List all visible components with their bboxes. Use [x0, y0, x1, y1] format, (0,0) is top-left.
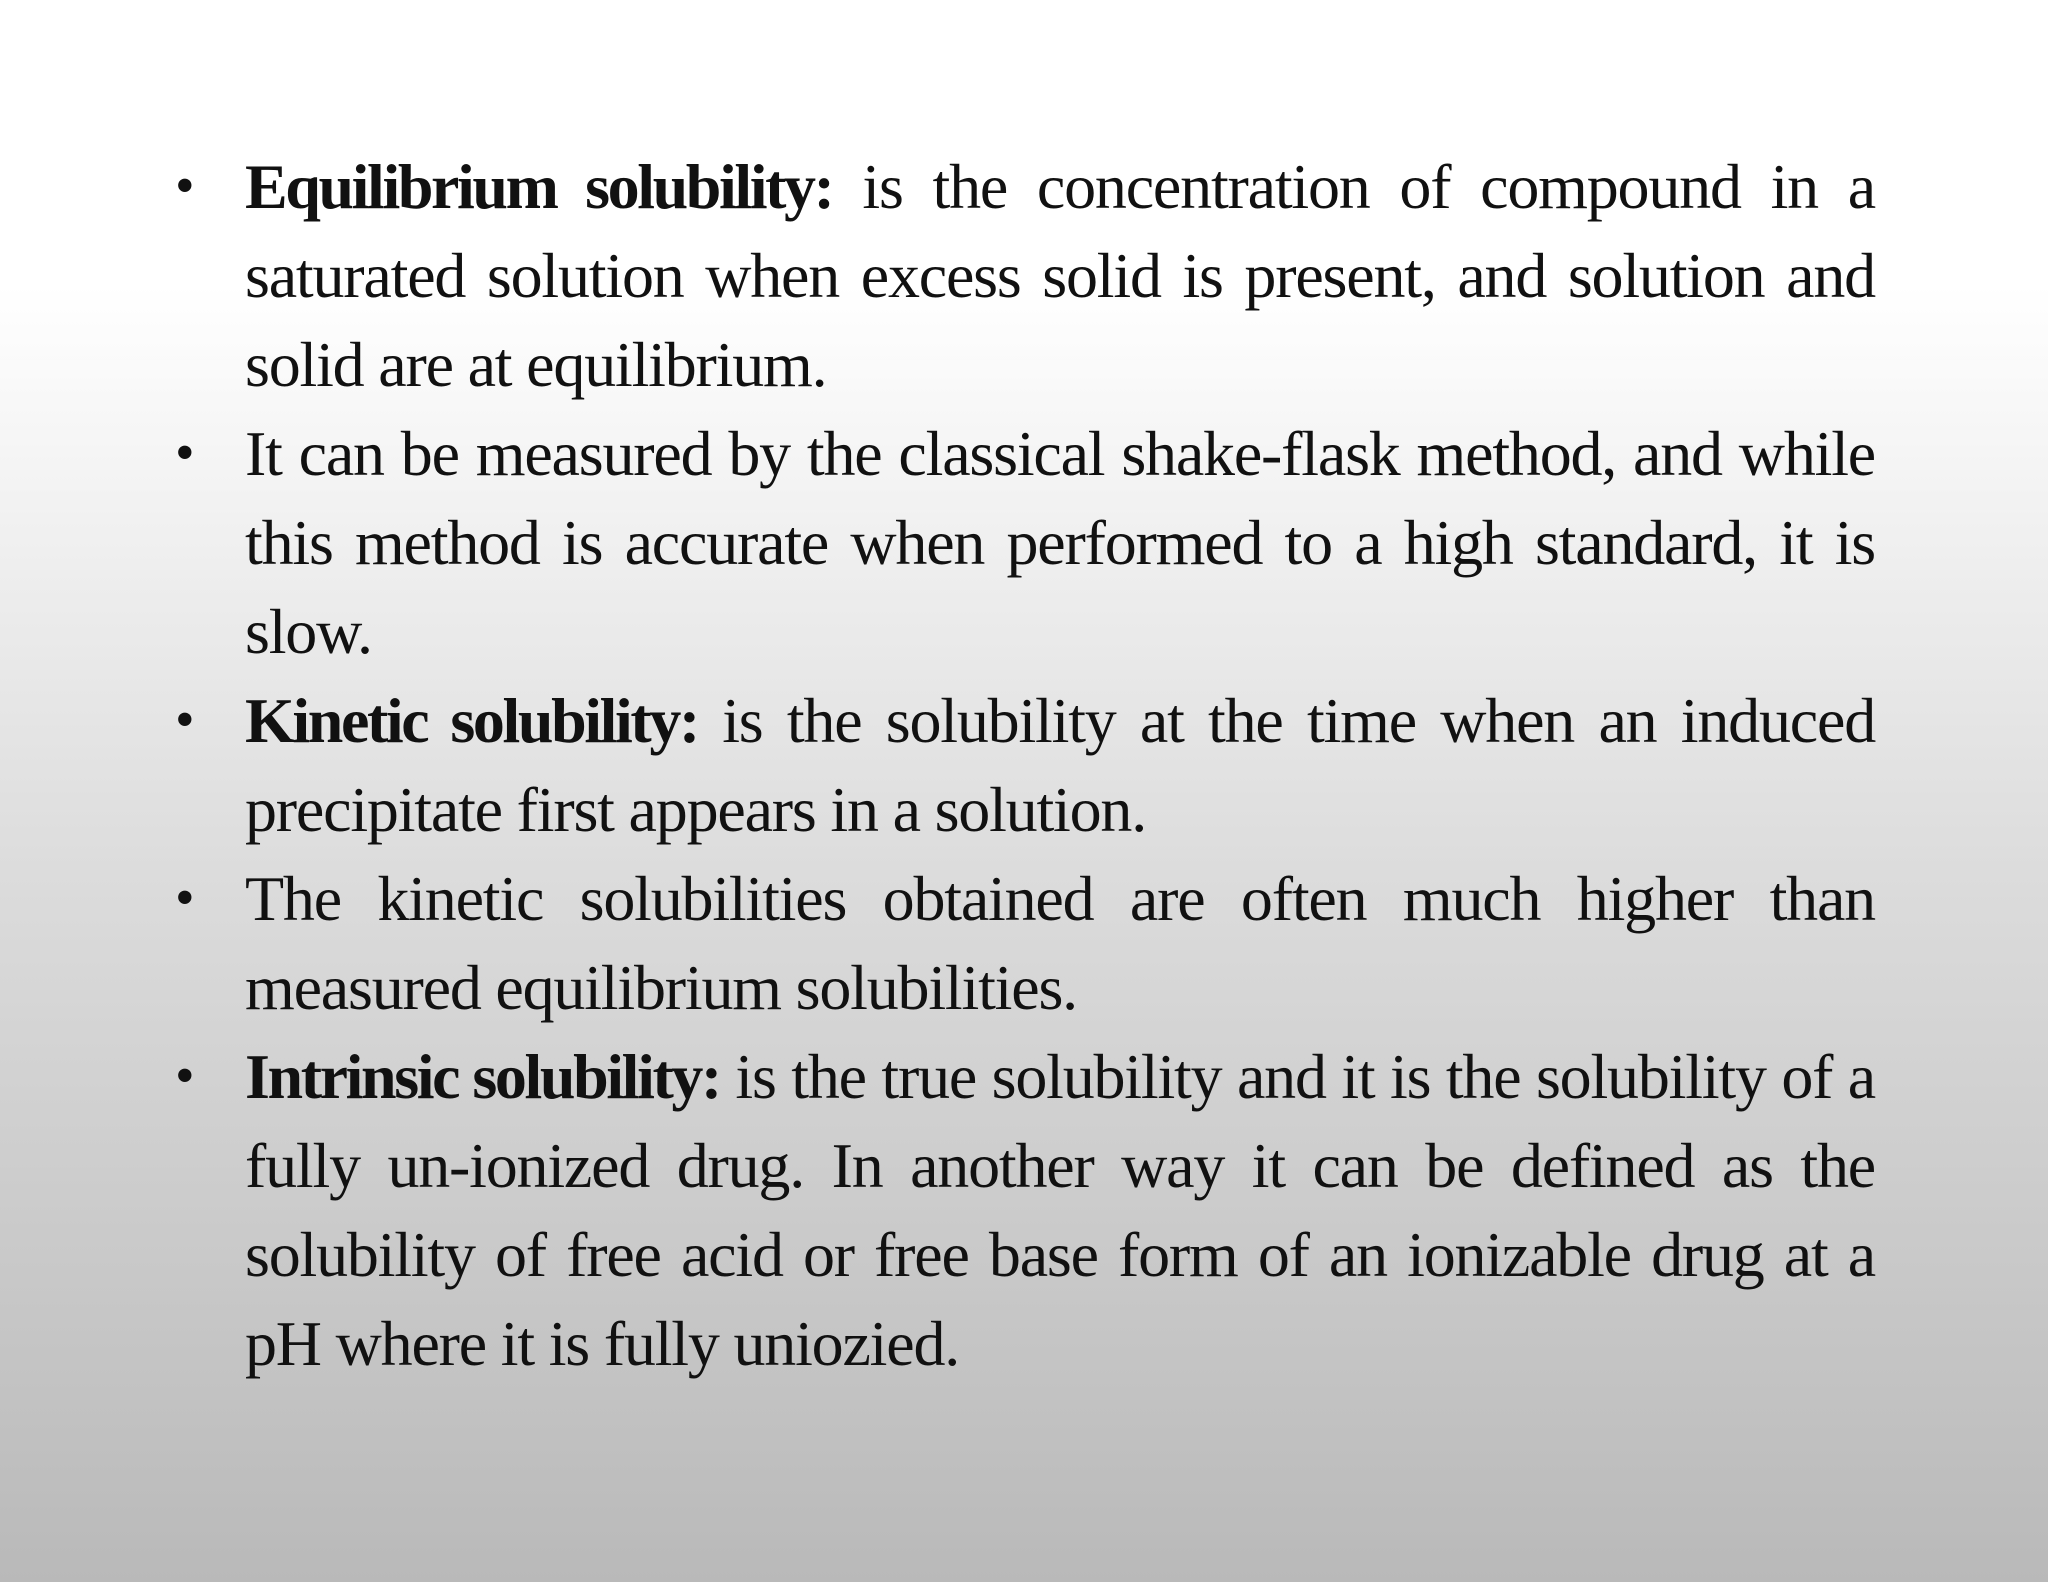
term-equilibrium-solubility: Equilibrium solubility:: [245, 151, 833, 222]
bullet-kinetic-solubility: [175, 676, 1875, 854]
bullet-list: [175, 142, 1875, 1388]
desc-kinetic-vs-equilibrium: The kinetic solubilities obtained are often much higher than measured equilibrium solubilities.: [245, 863, 1875, 1023]
desc-shake-flask-method: It can be measured by the classical shake-flask method, and while this method is accurate when performed to a high standard, it is slow.: [245, 418, 1875, 667]
bullet-icon: •: [175, 689, 194, 751]
bullet-icon: •: [175, 867, 194, 929]
desc-equilibrium-solubility: is the concentration of compound in a saturated solution when excess solid is present, and solution and solid are at equilibrium.: [245, 151, 1875, 400]
bullet-icon: •: [175, 155, 194, 217]
term-intrinsic-solubility: Intrinsic solubility:: [245, 1041, 720, 1112]
bullet-shake-flask-method: [175, 409, 1875, 676]
term-kinetic-solubility: Kinetic solubility:: [245, 685, 698, 756]
bullet-icon: •: [175, 1045, 194, 1107]
desc-intrinsic-solubility: is the true solubility and it is the solubility of a fully un-ionized drug. In another way it can be defined as the solubility of free acid or free base form of an ionizable drug at a pH where it is fully uniozied.: [245, 1041, 1875, 1379]
bullet-intrinsic-solubility: [175, 1032, 1875, 1388]
bullet-kinetic-vs-equilibrium: [175, 854, 1875, 1032]
bullet-icon: •: [175, 422, 194, 484]
desc-kinetic-solubility: is the solubility at the time when an induced precipitate first appears in a solution.: [245, 685, 1875, 845]
bullet-equilibrium-solubility: [175, 142, 1875, 409]
